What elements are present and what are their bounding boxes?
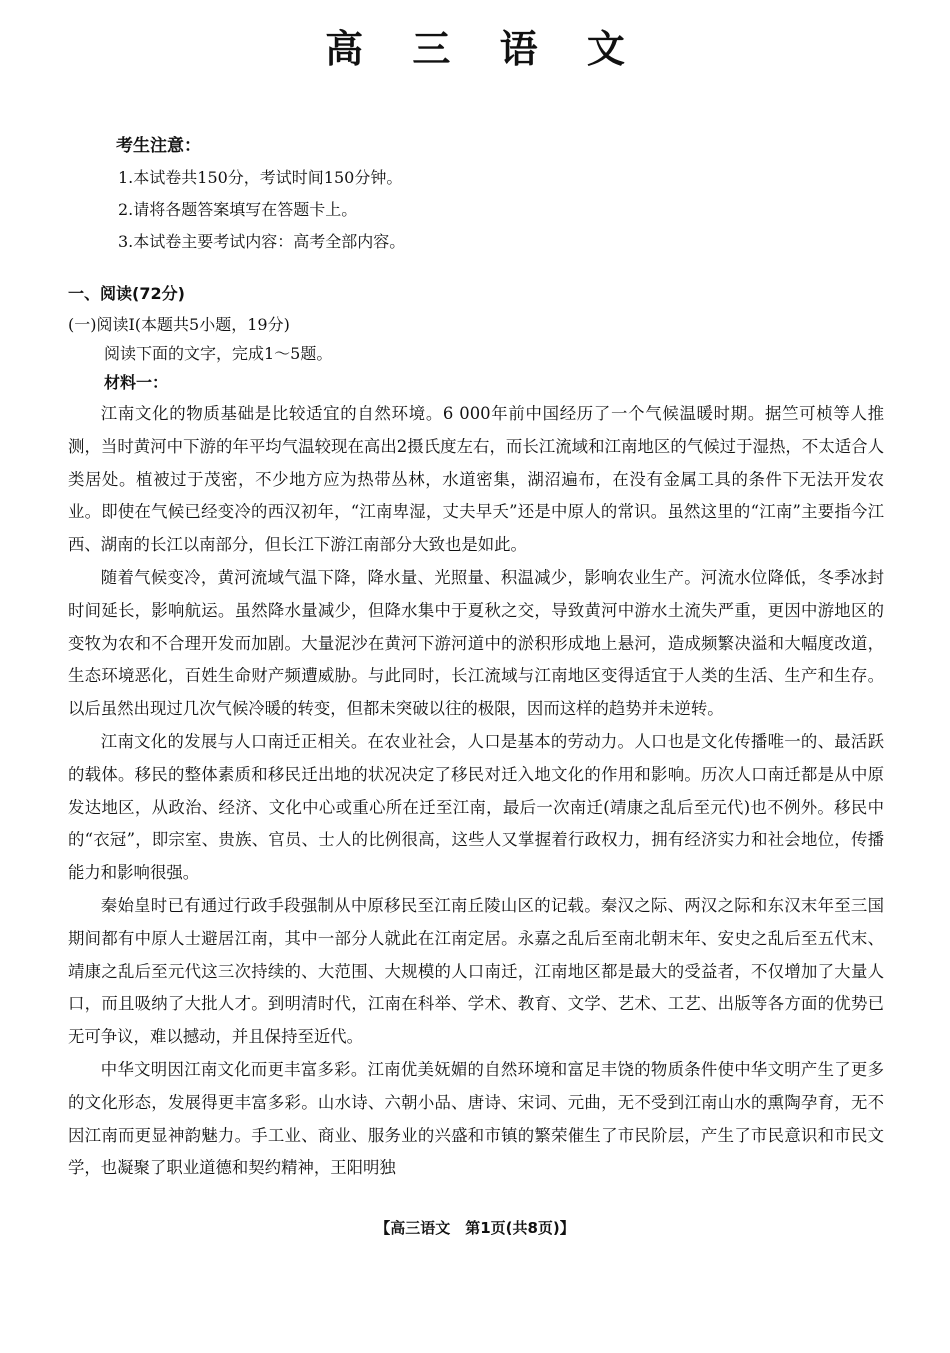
page-title: 高 三 语 文 bbox=[325, 27, 643, 71]
paragraph: 中华文明因江南文化而更丰富多彩。江南优美妩媚的自然环境和富足丰饶的物质条件使中华文明产生了更多的文化形态，发展得更丰富多彩。山水诗、六朝小品、唐诗、宋词、元曲，无不受到江南山水的熏陶孕育，无不因江南而更显神韵魅力。手工业、商业、服务业的兴盛和市镇的繁荣催生了市民阶层，产生了市民意识和市民文学，也凝聚了职业道德和契约精神，王阳明独 bbox=[68, 1059, 884, 1178]
notice-heading: 考生注意： bbox=[116, 136, 201, 156]
subsection-heading: (一)阅读Ⅰ(本题共5小题，19分) bbox=[68, 315, 290, 334]
section-heading: 一、阅读(72分) bbox=[68, 284, 185, 303]
notice-item: 1.本试卷共150分，考试时间150分钟。 bbox=[118, 168, 403, 187]
paragraph: 江南文化的发展与人口南迁正相关。在农业社会，人口是基本的劳动力。人口也是文化传播唯一的、最活跃的载体。移民的整体素质和移民迁出地的状况决定了移民对迁入地文化的作用和影响。历次人口南迁都是从中原发达地区，从政治、经济、文化中心或重心所在迁至江南，最后一次南迁(靖康之乱后至元代)也不例外。移民中的“衣冠”，即宗室、贵族、官员、士人的比例很高，这些人又掌握着行政权力，拥有经济实力和社会地位，传播能力和影响很强。 bbox=[68, 731, 884, 883]
notice-item: 3.本试卷主要考试内容：高考全部内容。 bbox=[118, 232, 406, 251]
paragraph: 随着气候变冷，黄河流域气温下降，降水量、光照量、积温减少，影响农业生产。河流水位降低，冬季冰封时间延长，影响航运。虽然降水量减少，但降水集中于夏秋之交，导致黄河中游水土流失严重，更因中游地区的变牧为农和不合理开发而加剧。大量泥沙在黄河下游河道中的淤积形成地上悬河，造成频繁决溢和大幅度改道，生态环境恶化，百姓生命财产频遭威胁。与此同时，长江流域与江南地区变得适宜于人类的生活、生产和生存。以后虽然出现过几次气候冷暖的转变，但都未突破以往的极限，因而这样的趋势并未逆转。 bbox=[68, 567, 884, 719]
page-footer: 【高三语文 第1页(共8页)】 bbox=[375, 1219, 575, 1237]
reading-instruction: 阅读下面的文字，完成1～5题。 bbox=[104, 344, 333, 363]
material-label: 材料一： bbox=[104, 373, 169, 392]
exam-notice bbox=[116, 130, 405, 258]
paragraph: 秦始皇时已有通过行政手段强制从中原移民至江南丘陵山区的记载。秦汉之际、两汉之际和东汉末年至三国期间都有中原人士避居江南，其中一部分人就此在江南定居。永嘉之乱后至南北朝末年、安史之乱后至五代末、靖康之乱后至元代这三次持续的、大范围、大规模的人口南迁，江南地区都是最大的受益者，不仅增加了大量人口，而且吸纳了大批人才。到明清时代，江南在科举、学术、教育、文学、艺术、工艺、出版等各方面的优势已无可争议，难以撼动，并且保持至近代。 bbox=[68, 895, 884, 1047]
reading-passage bbox=[68, 398, 884, 1185]
notice-item: 2.请将各题答案填写在答题卡上。 bbox=[118, 200, 358, 219]
paragraph: 江南文化的物质基础是比较适宜的自然环境。6 000年前中国经历了一个气候温暖时期。据竺可桢等人推测，当时黄河中下游的年平均气温较现在高出2摄氏度左右，而长江流域和江南地区的气候过于湿热，不太适合人类居处。植被过于茂密，不少地方应为热带丛林，水道密集，湖沼遍布，在没有金属工具的条件下无法开发农业。即使在气候已经变冷的西汉初年，“江南卑湿，丈夫早夭”还是中原人的常识。虽然这里的“江南”主要指今江西、湖南的长江以南部分，但长江下游江南部分大致也是如此。 bbox=[68, 404, 884, 555]
